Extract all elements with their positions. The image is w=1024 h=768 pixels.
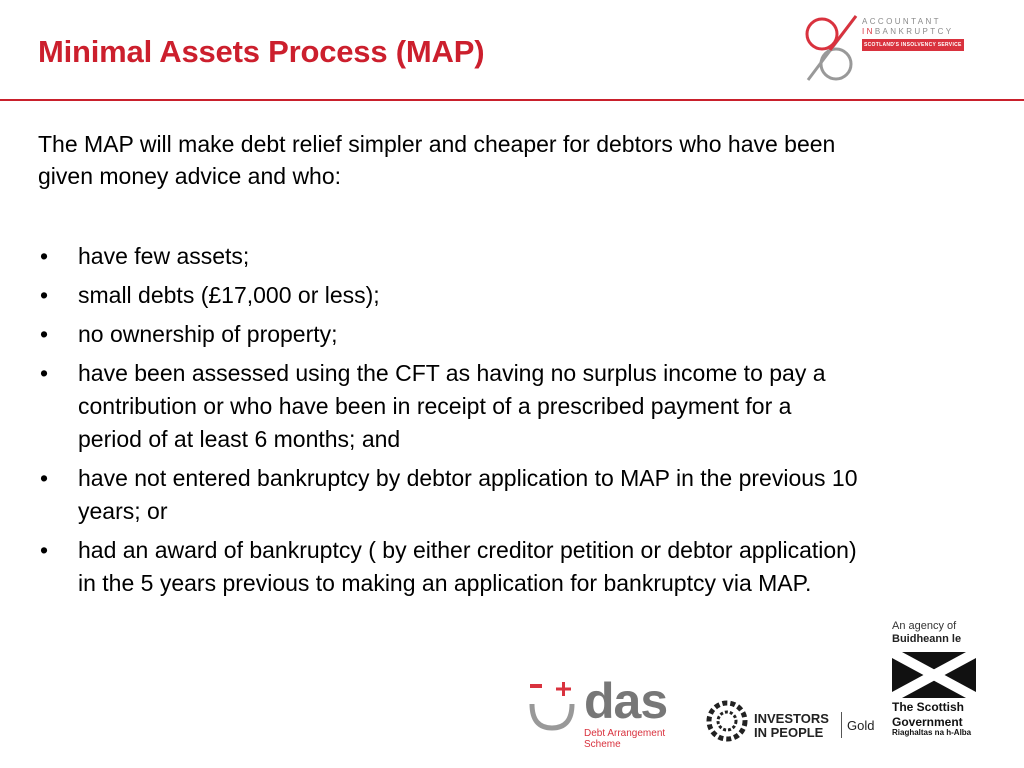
criteria-list xyxy=(38,240,858,606)
bullet-icon: • xyxy=(40,282,49,308)
aib-emblem-icon xyxy=(800,10,860,88)
title-divider xyxy=(0,99,1024,101)
bullet-icon: • xyxy=(40,360,49,386)
accountant-in-bankruptcy-logo xyxy=(800,10,980,90)
slide-title: Minimal Assets Process (MAP) xyxy=(38,34,485,69)
list-item: • have not entered bankruptcy by debtor application to MAP in the previous 10 years; or xyxy=(38,462,858,528)
aib-line2: INBANKRUPTCY xyxy=(862,27,954,36)
gov-line3: Riaghaltas na h-Alba xyxy=(892,728,972,737)
list-item: • have been assessed using the CFT as having no surplus income to pay a contribution or who have been in receipt of a prescribed payment for a period of at least 6 months; and xyxy=(38,357,858,456)
list-item: • small debts (£17,000 or less); xyxy=(38,279,858,312)
list-item: • had an award of bankruptcy ( by either creditor petition or debtor application) in the 5 years previous to making an application for bankruptcy via MAP. xyxy=(38,534,858,600)
list-item: • have few assets; xyxy=(38,240,858,273)
intro-paragraph: The MAP will make debt relief simpler and cheaper for debtors who have been given money advice and who: xyxy=(38,131,836,189)
bullet-icon: • xyxy=(40,243,49,269)
laurel-wreath-icon xyxy=(706,700,748,742)
scottish-government-logo xyxy=(892,620,988,750)
agency-line1: An agency of xyxy=(892,620,957,632)
gov-line2: Government xyxy=(892,715,963,729)
das-wordmark: das xyxy=(584,673,668,729)
saltire-flag-icon xyxy=(892,652,976,698)
das-caption: Debt Arrangement Scheme xyxy=(584,728,666,750)
debt-arrangement-scheme-logo xyxy=(526,673,686,750)
iip-level: Gold xyxy=(847,718,875,733)
list-item: • no ownership of property; xyxy=(38,318,858,351)
gov-line1: The Scottish xyxy=(892,700,965,714)
das-emblem-icon xyxy=(526,678,582,738)
bullet-icon: • xyxy=(40,537,49,563)
aib-wordmark xyxy=(862,17,964,51)
agency-line2: Buidheann le xyxy=(892,633,962,645)
bullet-icon: • xyxy=(40,465,49,491)
bullet-icon: • xyxy=(40,321,49,347)
iip-divider xyxy=(841,712,842,738)
investors-in-people-logo xyxy=(706,700,886,746)
aib-line1: ACCOUNTANT xyxy=(862,17,941,26)
iip-wordmark: INVESTORS IN PEOPLE xyxy=(754,711,829,740)
aib-line3: SCOTLAND'S INSOLVENCY SERVICE xyxy=(862,39,964,51)
